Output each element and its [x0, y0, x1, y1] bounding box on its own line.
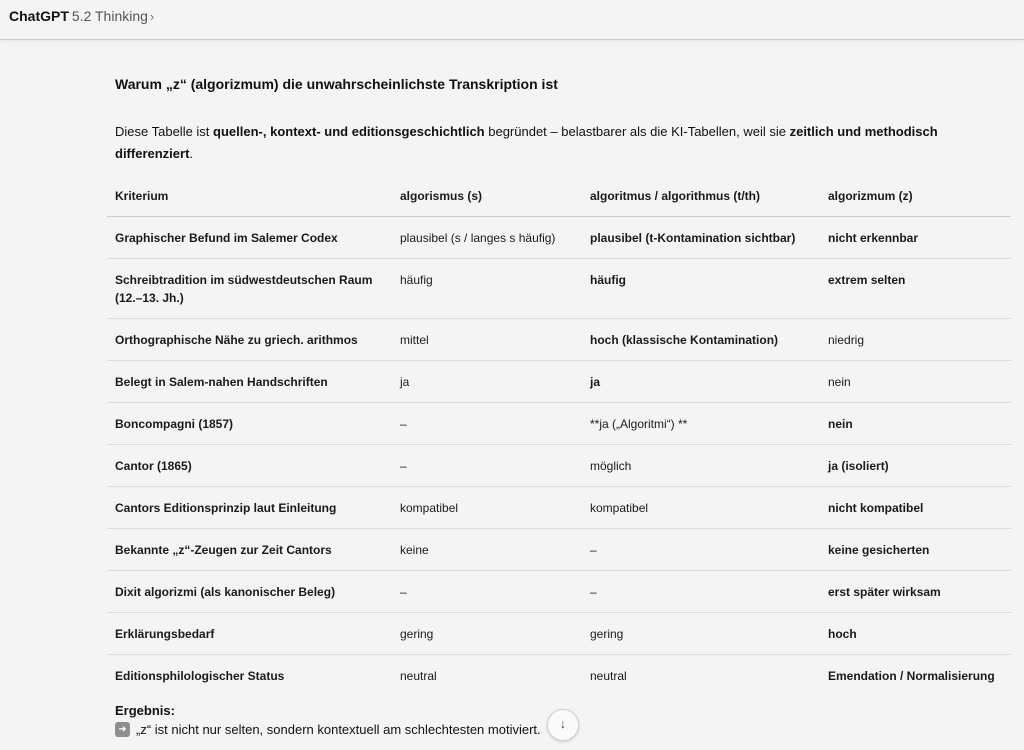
cell-criterion: Editionsphilologischer Status	[115, 669, 285, 683]
cell-z: ja (isoliert)	[820, 445, 1011, 487]
cell-s: –	[392, 571, 582, 613]
cell-z: niedrig	[820, 319, 1011, 361]
section-title: Warum „z“ (algorizmum) die unwahrscheinlichste Transkription ist	[115, 76, 558, 92]
chevron-right-icon: ›	[149, 9, 155, 24]
table-row	[107, 361, 1011, 403]
cell-criterion: Cantors Editionsprinzip laut Einleitung	[107, 487, 392, 529]
cell-t: –	[582, 529, 820, 571]
cell-criterion: Orthographische Nähe zu griech. arithmos	[107, 319, 392, 361]
cell-z: nicht kompatibel	[820, 487, 1011, 529]
arrow-down-icon: ↓	[560, 717, 566, 731]
cell-z: keine gesicherten	[820, 529, 1011, 571]
cell-t: **ja („Algoritmi“) **	[582, 403, 820, 445]
cell-s: gering	[392, 613, 582, 655]
result-text: „z“ ist nicht nur selten, sondern kontextuell am schlechtesten motiviert.	[136, 722, 541, 737]
intro-text-1: Diese Tabelle ist	[115, 124, 214, 139]
cell-t: gering	[582, 613, 820, 655]
model-name: 5.2 Thinking	[71, 8, 148, 24]
cell-s: kompatibel	[392, 487, 582, 529]
cell-t: hoch (klassische Kontamination)	[582, 319, 820, 361]
intro-text-3: .	[189, 146, 194, 161]
cell-z: nein	[820, 361, 1011, 403]
table-row	[107, 403, 1011, 445]
arrow-right-icon: ➜	[115, 722, 130, 737]
cell-t: kompatibel	[582, 487, 820, 529]
table-row	[107, 571, 1011, 613]
cell-criterion: Cantor (1865)	[107, 445, 392, 487]
cell-criterion: Bekannte „z“-Zeugen zur Zeit Cantors	[107, 529, 392, 571]
cell-s: häufig	[392, 259, 582, 319]
header-criterion: Kriterium	[107, 175, 392, 217]
table-row	[107, 487, 1011, 529]
cell-s: plausibel (s / langes s häufig)	[392, 217, 582, 259]
cell-criterion: Erklärungsbedarf	[107, 613, 392, 655]
cell-s: keine	[392, 529, 582, 571]
model-selector[interactable]	[9, 7, 154, 25]
cell-t: –	[582, 571, 820, 613]
table-row	[107, 529, 1011, 571]
result-line	[115, 722, 541, 737]
header-z: algorizmum (z)	[820, 175, 1011, 217]
intro-bold-1: quellen-, kontext- und editionsgeschichtlich	[213, 124, 485, 139]
table-row	[107, 319, 1011, 361]
cell-s: –	[392, 445, 582, 487]
scroll-down-button[interactable]	[547, 709, 579, 741]
header-s: algorismus (s)	[392, 175, 582, 217]
cell-criterion: Schreibtradition im südwestdeutschen Raum (12.–13. Jh.)	[107, 259, 392, 319]
cell-z: erst später wirksam	[820, 571, 1011, 613]
app-name: ChatGPT	[9, 8, 69, 24]
intro-text-2: begründet – belastbarer als die KI-Tabellen, weil sie	[484, 124, 790, 139]
header-t: algoritmus / algorithmus (t/th)	[582, 175, 820, 217]
cell-s: –	[392, 403, 582, 445]
intro-bold-2: zeitlich und methodisch differenziert	[115, 124, 938, 161]
cell-t: möglich	[582, 445, 820, 487]
table-row	[107, 655, 1011, 697]
cell-s: neutral	[400, 669, 437, 683]
cell-t: plausibel (t-Kontamination sichtbar)	[582, 217, 820, 259]
cell-t: häufig	[582, 259, 820, 319]
cell-t: ja	[582, 361, 820, 403]
cell-z: Emendation / Normalisierung	[828, 669, 995, 683]
cell-s: mittel	[392, 319, 582, 361]
cell-criterion: Boncompagni (1857)	[107, 403, 392, 445]
cell-z: hoch	[820, 613, 1011, 655]
intro-paragraph	[115, 121, 995, 165]
table-row	[107, 217, 1011, 259]
cell-criterion: Belegt in Salem-nahen Handschriften	[107, 361, 392, 403]
table-row	[107, 259, 1011, 319]
cell-criterion: Graphischer Befund im Salemer Codex	[107, 217, 392, 259]
result-label: Ergebnis:	[115, 703, 175, 718]
cell-z: extrem selten	[820, 259, 1011, 319]
top-bar	[0, 0, 1024, 40]
cell-criterion: Dixit algorizmi (als kanonischer Beleg)	[107, 571, 392, 613]
cell-t: neutral	[590, 669, 627, 683]
table-header-row	[107, 175, 1011, 217]
table-row	[107, 613, 1011, 655]
cell-z: nicht erkennbar	[820, 217, 1011, 259]
cell-z: nein	[820, 403, 1011, 445]
criteria-table	[107, 175, 1011, 696]
cell-s: ja	[392, 361, 582, 403]
table-row	[107, 445, 1011, 487]
